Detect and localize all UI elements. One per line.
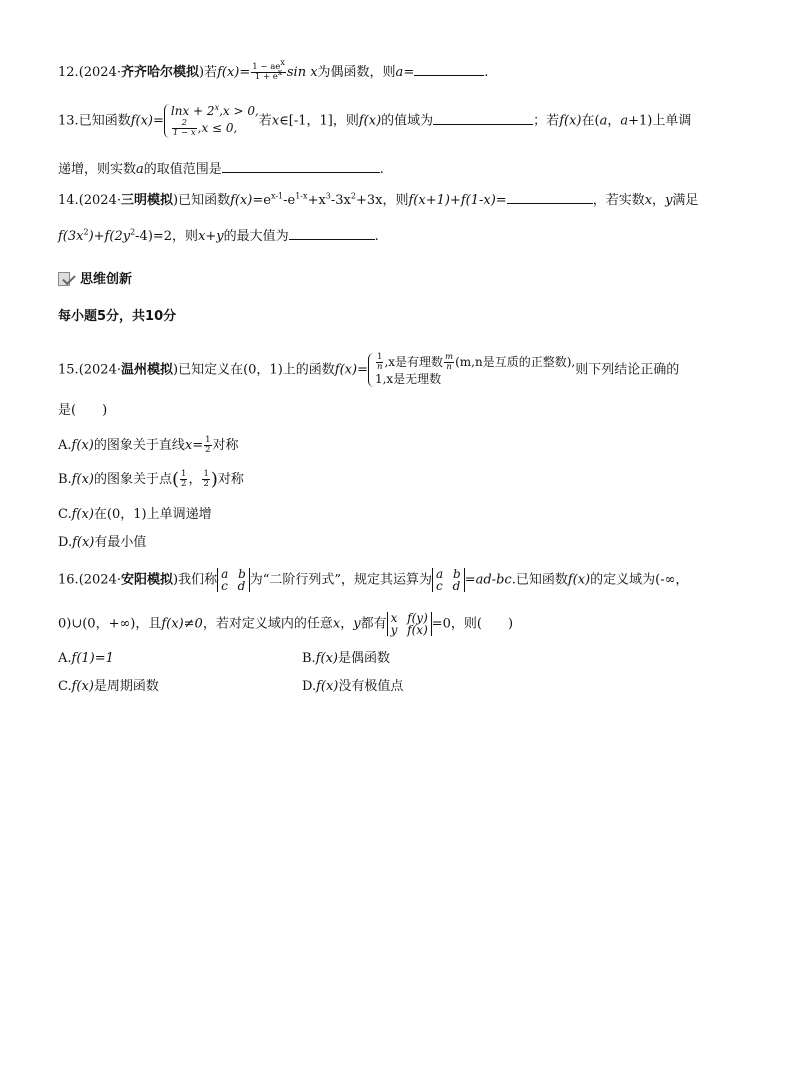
question-14-line-2 <box>58 226 379 246</box>
q14-text-7: = <box>495 193 507 208</box>
q16-optb-text: 是偶函数 <box>337 651 390 666</box>
q15-optb-d2: 2 <box>203 479 209 489</box>
q15-optd-fx: f(x) <box>72 535 95 550</box>
q13-case2-num: 2 <box>172 119 197 129</box>
q15-opta-num: 1 <box>205 435 211 445</box>
q16-line2-d: ， <box>340 616 354 632</box>
question-16 <box>58 568 688 592</box>
q14-line2-c: -4)=2，则 <box>135 229 199 244</box>
q14-text-10: 满足 <box>672 193 699 208</box>
q16-optd-pre: D. <box>302 679 317 694</box>
q14-var-y: y <box>665 193 673 208</box>
q15-c1-text2: (m,n是互质的正整数), <box>455 355 576 369</box>
q14-line2-end: . <box>374 229 379 244</box>
q16-text-6: 的定义域为(-∞， <box>590 572 689 588</box>
q16-source-place: 安阳模拟 <box>120 572 173 588</box>
q12-fx: f(x) <box>217 65 240 80</box>
q15-option-c[interactable] <box>58 506 212 524</box>
q16-text-5: .已知函数 <box>511 572 568 588</box>
q12-answer-blank[interactable] <box>414 62 484 76</box>
q15-source-close: ) <box>173 362 179 378</box>
q16-option-c[interactable] <box>58 678 159 696</box>
q13-var-a1: a <box>620 113 629 129</box>
q13-var-a: a <box>599 113 608 129</box>
q16-det2-row2: c d <box>436 579 461 593</box>
q16-optc-pre: C. <box>58 679 72 694</box>
q14-sup-4: 2 <box>350 191 356 201</box>
q16-text-4: ad-bc <box>475 572 512 588</box>
q16-option-a[interactable] <box>58 650 114 668</box>
q13-text-2: 若 <box>258 113 272 129</box>
q15-optd-pre: D. <box>58 535 73 550</box>
question-15-line-2: 是( ) <box>58 403 108 418</box>
q16-text-1: 我们称 <box>178 572 218 588</box>
q14-line2-sup-2: 2 <box>130 227 136 237</box>
q13-text-3: ∈[-1，1]，则 <box>279 113 359 129</box>
q12-number: 12. <box>58 65 79 80</box>
q12-text-1: 若 <box>204 65 218 80</box>
q13-case2-den: 1 − x <box>172 128 196 138</box>
q16-line2-x: x <box>332 616 341 632</box>
q15-optb-n1: 1 <box>181 469 187 479</box>
q15-option-a[interactable] <box>58 436 239 455</box>
q16-option-b[interactable] <box>302 650 390 668</box>
q13-line2-b: 的取值范围是 <box>143 162 222 177</box>
q12-frac-num-sup: x <box>280 58 285 68</box>
q15-optd-text: 有最小值 <box>94 535 147 550</box>
question-13-line-2 <box>58 159 384 179</box>
q15-optc-text: 在(0，1)上单调递增 <box>93 507 212 522</box>
q14-line2-d: x+y <box>198 229 224 244</box>
section-header <box>58 268 132 287</box>
question-15 <box>58 353 679 387</box>
q16-fx: f(x) <box>567 572 591 588</box>
q16-text-3: = <box>464 572 476 588</box>
q15-opta-end: 对称 <box>212 438 239 453</box>
q12-source-close: ) <box>199 65 205 80</box>
q14-text-3: +x <box>307 193 326 208</box>
q14-eq: =e <box>252 193 271 208</box>
q14-number: 14. <box>58 193 79 208</box>
q15-source: (2024· <box>78 362 121 378</box>
q13-case1: lnx + 2 <box>170 104 215 118</box>
q12-source-place: 齐齐哈尔模拟 <box>120 65 199 80</box>
q13-case1-cond: ,x > 0, <box>219 104 259 118</box>
q15-c2-text: 1,x是无理数 <box>374 372 442 386</box>
q15-optb-sep: ， <box>188 472 202 487</box>
q16-text-2: 为“二阶行列式”，规定其运算为 <box>249 572 433 588</box>
question-13 <box>58 104 691 138</box>
q13-case1-sup: x <box>214 103 220 112</box>
q12-frac-num: 1 − ae <box>252 62 281 72</box>
question-16-line-2 <box>58 612 513 636</box>
q15-optb-end: 对称 <box>217 472 244 487</box>
q14-line2-sup-1: 2 <box>83 227 89 237</box>
q14-text-8: ，若实数 <box>592 193 645 208</box>
q13-text-7: ， <box>607 113 621 129</box>
q14-line2-b: )+f(2y <box>88 229 131 244</box>
q15-optb-fx: f(x) <box>71 472 94 487</box>
q16-opta-text: f(1)=1 <box>71 651 114 666</box>
q16-line2-e: 都有 <box>360 616 387 632</box>
q13-var-x: x <box>271 113 280 129</box>
q13-fx: f(x) <box>130 113 153 129</box>
q16-line2-c: ，若对定义域内的任意 <box>202 616 333 632</box>
q15-option-d[interactable] <box>58 534 146 552</box>
q16-optc-fx: f(x) <box>71 679 94 694</box>
q16-optc-text: 是周期函数 <box>93 679 159 694</box>
q13-line2-a: 递增，则实数 <box>58 162 137 177</box>
q16-line2-b: f(x)≠0 <box>161 616 203 632</box>
q16-opta-pre: A. <box>58 651 72 666</box>
q12-frac-den: 1 + e <box>254 72 278 82</box>
q16-determinant-2 <box>432 568 465 592</box>
q15-opta-pre: A. <box>58 438 72 453</box>
q14-source: (2024· <box>78 193 121 208</box>
q13-answer-blank-2[interactable] <box>222 159 380 173</box>
q15-c1-den: n <box>376 362 383 372</box>
question-12 <box>58 58 489 82</box>
q14-sup-1: x-1 <box>270 191 284 201</box>
q16-number: 16. <box>58 572 79 588</box>
q16-det3-row1: x f(y) <box>390 611 428 625</box>
q15-optc-fx: f(x) <box>71 507 94 522</box>
q16-optb-fx: f(x) <box>315 651 338 666</box>
q13-case2-cond: ,x ≤ 0, <box>197 121 238 135</box>
q12-eq: = <box>239 65 251 80</box>
q12-sinx: sin x <box>286 65 318 80</box>
q12-text-2: 为偶函数，则 <box>317 65 396 80</box>
q15-eq: = <box>357 362 368 378</box>
q16-line2-a: 0)∪(0，+∞)，且 <box>58 616 162 632</box>
q15-c1-num: 1 <box>377 352 383 362</box>
q13-line2-var: a <box>136 162 144 177</box>
q13-text-5: ；若 <box>533 113 560 129</box>
q14-text-5: +3x，则 <box>355 193 409 208</box>
q15-c1-text: ,x是有理数 <box>384 355 444 369</box>
q14-text-9: ， <box>652 193 666 208</box>
q12-source: (2024· <box>78 65 121 80</box>
checklist-icon <box>58 271 74 285</box>
q16-option-d[interactable] <box>302 678 403 696</box>
q15-optb-n2: 1 <box>203 469 209 479</box>
q16-determinant-3 <box>387 612 432 636</box>
q14-answer-blank-1[interactable] <box>507 190 593 204</box>
q14-source-place: 三明模拟 <box>120 193 173 208</box>
q15-fx: f(x) <box>334 362 358 378</box>
q13-piecewise <box>164 104 259 138</box>
q14-sup-3: 3 <box>325 191 331 201</box>
q12-frac-den-sup: x <box>277 68 283 78</box>
q15-opta-fx: f(x) <box>71 438 94 453</box>
q13-number: 13. <box>58 113 79 129</box>
q14-source-close: ) <box>173 193 179 208</box>
q14-var-x: x <box>644 193 653 208</box>
q13-text-8: +1)上单调 <box>628 113 692 129</box>
q15-option-b[interactable]: B.f(x)的图象关于点( $\frac{1}{2}$ ， $\frac{1}{2}$ )对称 <box>58 468 244 490</box>
q13-text-1: 已知函数 <box>78 113 131 129</box>
q16-det1-row1: a b <box>221 567 246 581</box>
q15-source-place: 温州模拟 <box>120 362 173 378</box>
q15-optb-text: 的图象关于点 <box>93 472 172 487</box>
q13-eq: = <box>153 113 164 129</box>
question-14 <box>58 190 698 210</box>
q15-text-1: 已知定义在(0，1)上的函数 <box>178 362 335 378</box>
q15-c1-frac-den: n <box>446 362 452 372</box>
q12-var-a: a <box>395 65 404 80</box>
q15-c1-frac-num: m <box>445 352 454 362</box>
q12-text-3: = <box>403 65 415 80</box>
q15-optb-d1: 2 <box>181 479 187 489</box>
q14-text-2: -e <box>283 193 296 208</box>
q16-line2-y: y <box>353 616 361 632</box>
q15-number: 15. <box>58 362 79 378</box>
q15-piecewise <box>368 353 575 387</box>
q14-text-6: f(x+1)+f(1-x) <box>408 193 496 208</box>
q16-det3-row2: y f(x) <box>390 623 428 637</box>
q16-source: (2024· <box>78 572 121 588</box>
q15-optc-pre: C. <box>58 507 72 522</box>
q16-det1-row2: c d <box>221 579 246 593</box>
q16-determinant-1 <box>217 568 250 592</box>
q13-fx-2: f(x) <box>358 113 382 129</box>
q13-text-6: 在( <box>581 113 600 129</box>
q15-opta-den: 2 <box>205 445 211 455</box>
q16-optd-text: 没有极值点 <box>338 679 404 694</box>
q16-optd-fx: f(x) <box>316 679 339 694</box>
q14-text-4: -3x <box>330 193 351 208</box>
q16-line2-f: =0，则( ) <box>431 616 514 632</box>
q13-fx-3: f(x) <box>559 113 582 129</box>
q15-optb-pre: B. <box>58 472 72 487</box>
q15-opta-text: 的图象关于直线 <box>93 438 185 453</box>
section-subtitle: 每小题5分，共10分 <box>58 309 177 324</box>
q14-line2-e: 的最大值为 <box>223 229 289 244</box>
q13-text-4: 的值域为 <box>381 113 434 129</box>
q16-det2-row1: a b <box>436 567 461 581</box>
q15-opta-eq: = <box>192 438 204 453</box>
q16-optb-pre: B. <box>302 651 316 666</box>
q14-line2-a: f(3x <box>58 229 84 244</box>
q16-source-close: ) <box>173 572 179 588</box>
q15-text-2: 则下列结论正确的 <box>575 362 680 378</box>
q14-answer-blank-2[interactable] <box>289 226 375 240</box>
q13-answer-blank-1[interactable] <box>433 111 533 125</box>
q14-fx: f(x) <box>230 193 253 208</box>
q12-end: . <box>484 65 489 80</box>
q15-opta-x: x <box>184 438 193 453</box>
q14-sup-2: 1-x <box>295 191 308 201</box>
section-title: 思维创新 <box>80 272 133 287</box>
q12-fraction <box>251 58 286 82</box>
q14-text-1: 已知函数 <box>178 193 231 208</box>
q13-line2-end: . <box>379 162 384 177</box>
